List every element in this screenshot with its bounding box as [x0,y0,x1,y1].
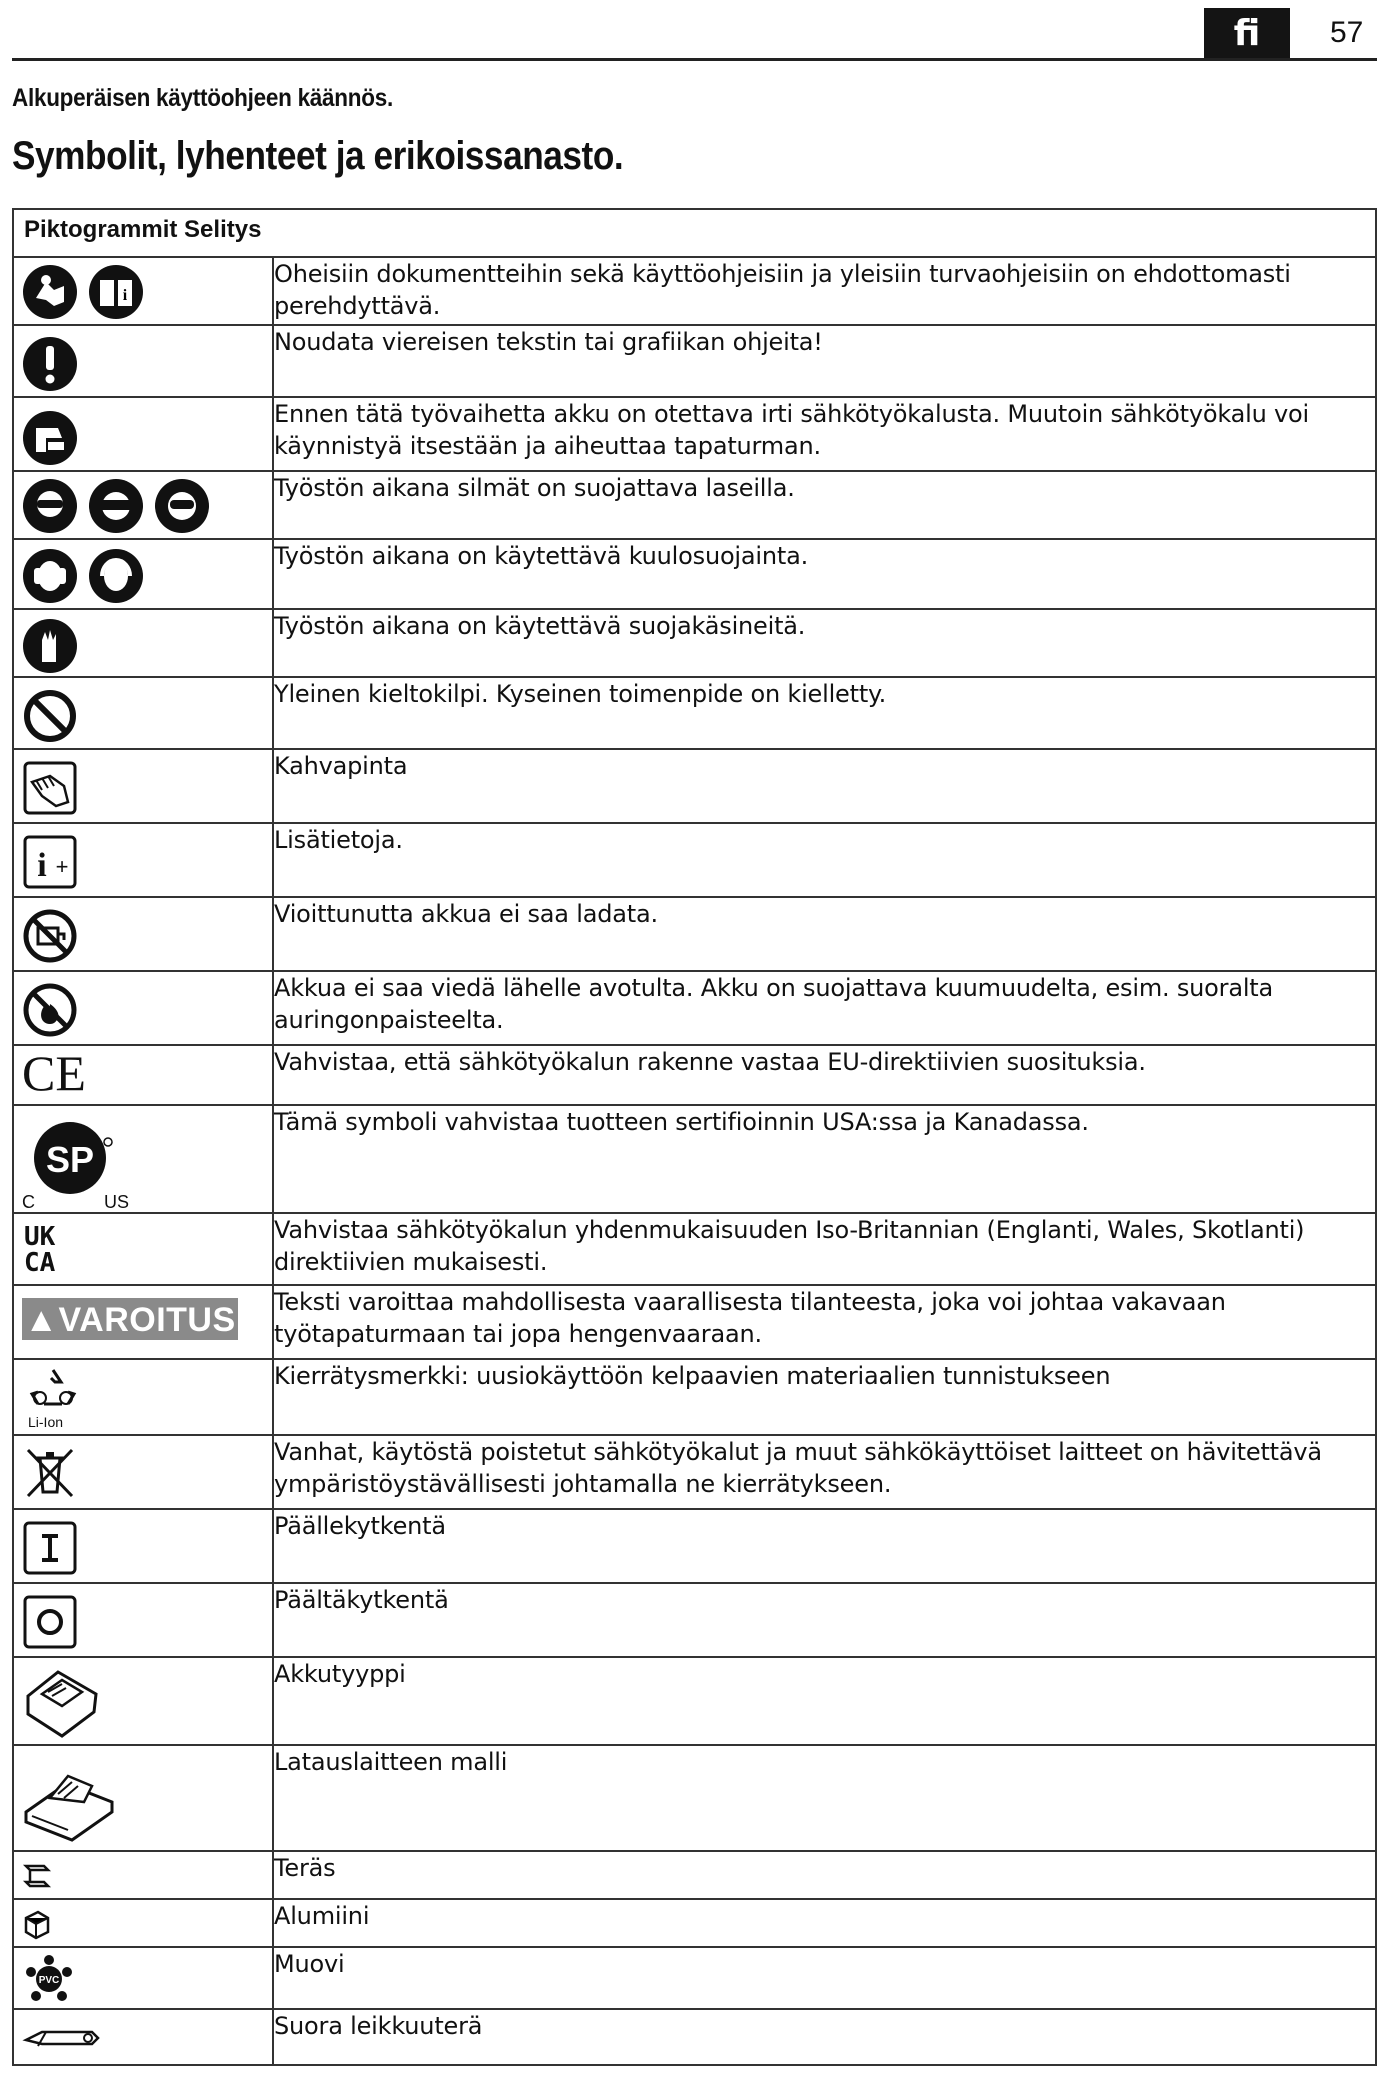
table-row [13,1509,1376,1583]
table-row [13,1947,1376,2009]
table-row [13,1899,1376,1947]
row-text: Yleinen kieltokilpi. Kyseinen toimenpide on kielletty. [273,677,1376,749]
steel-icon [22,1860,54,1892]
row-text: Oheisiin dokumentteihin sekä käyttöohjeisiin ja yleisiin turvaohjeisiin on ehdottomasti perehdyttävä. [273,257,1376,325]
row-text: Työstön aikana on käytettävä suojakäsineitä. [273,609,1376,677]
row-text: Kierrätysmerkki: uusiokäyttöön kelpaavien materiaalien tunnistukseen [273,1359,1376,1435]
page-number: 57 [1330,16,1364,49]
svg-text:i: i [37,847,47,884]
aluminium-icon [22,1908,54,1940]
no-charge-damaged-battery-icon [22,908,78,964]
warning-label: ▲VAROITUS [22,1298,238,1340]
row-text: Päällekytkentä [273,1509,1376,1583]
header-pictograms: Piktogrammit [24,216,178,243]
ce-mark-icon: CE [22,1045,86,1101]
weee-bin-icon [22,1444,78,1502]
csa-logo-icon [30,1118,114,1202]
row-text: Vahvistaa sähkötyökalun yhdenmukaisuuden Iso-Britannian (Englanti, Wales, Skotlanti) direktiivien mukaisesti. [273,1213,1376,1285]
table-row [13,1745,1376,1851]
ukca-uk-label: UK [24,1222,56,1252]
row-text: Suora leikkuuterä [273,2009,1376,2065]
switch-off-icon [22,1594,78,1650]
table-row [13,397,1376,471]
document-subtitle: Alkuperäisen käyttöohjeen käännös. [12,84,393,112]
switch-on-icon [22,1520,78,1576]
row-text: Kahvapinta [273,749,1376,823]
svg-text:+: + [55,854,69,879]
csa-mark-icon [14,1106,134,1212]
ear-protection-icon [22,548,78,604]
csa-us-label: US [104,1192,130,1212]
grip-surface-icon [22,760,78,816]
language-badge: fi [1204,8,1290,58]
symbol-table [12,208,1377,2066]
svg-text:i: i [122,287,128,304]
table-row [13,971,1376,1045]
table-row [13,1359,1376,1435]
csa-c-label: C [22,1192,35,1212]
ukca-mark-icon [14,1214,272,1276]
table-row [13,257,1376,325]
row-text: Akkutyyppi [273,1657,1376,1745]
row-text: Muovi [273,1947,1376,2009]
table-row [13,1851,1376,1899]
row-text: Teksti varoittaa mahdollisesta vaarallisesta tilanteesta, joka voi johtaa vakavaan työtapaturmaan tai jopa hengenvaaraan. [273,1285,1376,1359]
row-text: Latauslaitteen malli [273,1745,1376,1851]
row-text: Teräs [273,1851,1376,1899]
page-title: Symbolit, lyhenteet ja erikoissanasto. [12,134,624,178]
row-text: Työstön aikana silmät on suojattava laseilla. [273,471,1376,539]
table-header-row [13,209,1376,257]
ukca-ca-label: CA [24,1248,56,1278]
table-row [13,1045,1376,1105]
plastic-icon [22,1954,76,2004]
table-row [13,1285,1376,1359]
row-text: Lisätietoja. [273,823,1376,897]
table-row [13,1105,1376,1213]
row-text: Alumiini [273,1899,1376,1947]
table-row [13,1583,1376,1657]
li-ion-label: Li-Ion [28,1414,64,1430]
row-text: Tämä symboli vahvistaa tuotteen sertifioinnin USA:ssa ja Kanadassa. [273,1105,1376,1213]
eye-protection-icon [22,478,78,534]
table-row [13,325,1376,397]
table-row [13,897,1376,971]
charger-icon [22,1764,118,1844]
table-row [13,471,1376,539]
info-plus-icon [22,834,78,890]
table-row [13,1657,1376,1745]
svg-text:SP: SP [45,1139,95,1180]
prohibition-icon [22,688,78,744]
recycling-icon [28,1364,78,1414]
row-text: Päältäkytkentä [273,1583,1376,1657]
row-text: Ennen tätä työvaihetta akku on otettava irti sähkötyökalusta. Muutoin sähkötyökalu voi käynnistyä itsestään ja aiheuttaa tapaturman. [273,397,1376,471]
warning-label-text: VAROITUS [58,1301,236,1339]
row-text: Työstön aikana on käytettävä kuulosuojainta. [273,539,1376,609]
table-row [13,823,1376,897]
table-header [13,209,1376,257]
battery-type-icon [22,1666,102,1740]
table-row [13,2009,1376,2065]
header-description: Selitys [184,216,262,243]
row-text: Vahvistaa, että sähkötyökalun rakenne vastaa EU-direktiivien suosituksia. [273,1045,1376,1105]
gloves-icon [22,618,78,674]
row-text: Vioittunutta akkua ei saa ladata. [273,897,1376,971]
read-manual-icon [22,264,78,320]
goggles-icon [154,478,210,534]
table-row [13,1213,1376,1285]
pvc-label: PVC [38,1975,60,1986]
row-text: Vanhat, käytöstä poistetut sähkötyökalut ja muut sähkökäyttöiset laitteet on hävitettävä ympäristöystävällisesti johtamalla ne kierrätykseen. [273,1435,1376,1509]
no-fire-icon [22,982,78,1038]
table-row [13,1435,1376,1509]
manual-book-icon [88,264,144,320]
table-row [13,609,1376,677]
earmuffs-icon [88,548,144,604]
exclamation-icon [22,332,78,392]
table-row [13,749,1376,823]
remove-battery-icon [22,410,78,466]
table-row [13,677,1376,749]
row-text: Noudata viereisen tekstin tai grafiikan ohjeita! [273,325,1376,397]
face-shield-icon [88,478,144,534]
table-row [13,539,1376,609]
page-header [12,0,1377,61]
row-text: Akkua ei saa viedä lähelle avotulta. Akku on suojattava kuumuudelta, esim. suoralta auringonpaisteelta. [273,971,1376,1045]
straight-blade-icon [22,2022,102,2052]
